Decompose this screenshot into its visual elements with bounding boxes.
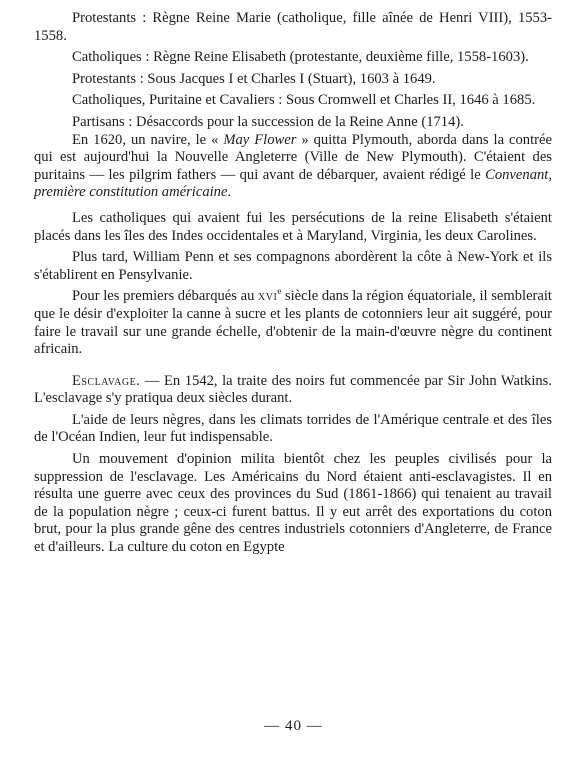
- paragraph-text: — En 1542, la traite des noirs fut commencée par Sir John Watkins. L'esclavage s'y pratiqua deux siècles durant.: [34, 372, 552, 407]
- century-numeral: xvi: [258, 288, 278, 305]
- paragraph-region-equatoriale: [34, 288, 552, 358]
- paragraph-catholiques-cromwell: [34, 92, 552, 110]
- paragraph-text: Partisans : Désaccords pour la succession de la Reine Anne (1714).: [72, 113, 464, 130]
- section-heading-esclavage: Esclavage.: [72, 372, 141, 389]
- covenant-title: Convenant, première constitution américaine: [34, 166, 552, 201]
- paragraph-partisans: [34, 114, 552, 132]
- paragraph-protestants-stuart: [34, 71, 552, 89]
- paragraph-catholiques-elisabeth: [34, 49, 552, 67]
- page-number: — 40 —: [264, 718, 323, 734]
- paragraph-text: Protestants : Règne Reine Marie (catholique, fille aînée de Henri VIII), 1553-1558.: [34, 10, 552, 44]
- paragraph-protestants-marie: [34, 10, 552, 45]
- paragraph-text: Les catholiques qui avaient fui les persécutions de la reine Elisabeth s'étaient placés dans les îles des Indes occidentales et à Maryland, Virginia, les deux Carolines.: [34, 209, 552, 244]
- paragraph-esclavage: [34, 373, 552, 408]
- paragraph-text: Catholiques : Règne Reine Elisabeth (protestante, deuxième fille, 1558-1603).: [72, 49, 529, 66]
- paragraph-text: L'aide de leurs nègres, dans les climats torrides de l'Amérique centrale et des îles de l'Océan Indien, leur fut indispensable.: [34, 411, 552, 446]
- paragraph-text: Pour les premiers débarqués au: [72, 288, 259, 305]
- paragraph-text: Plus tard, William Penn et ses compagnons abordèrent la côte à New-York et ils s'établirent en Pensylvanie.: [34, 249, 552, 283]
- paragraph-william-penn: [34, 249, 552, 284]
- paragraph-aide-negres: [34, 412, 552, 447]
- paragraph-text: siècle dans la région équatoriale, il semblerait que le désir d'exploiter la canne à sucre et les plants de cotonniers leur ait suggéré, pour faire le travail sur une grande échelle, d'obtenir de la main-d'œuvre nègre du continent africain.: [34, 288, 552, 358]
- paragraph-text: .: [227, 184, 232, 201]
- paragraph-text: En 1620, un navire, le «: [72, 131, 224, 148]
- paragraph-text: Un mouvement d'opinion milita bientôt chez les peuples civilisés pour la suppression de l'esclavage. Les Américains du Nord étaient anti-esclavagistes. Il en résulta une guerre avec ceux des provinces du Sud (1861-1866) qui tenaient au travail de la population nègre ; ceux-ci furent battus. Il y eut arrêt des exportations du coton brut, pour la plus grande gêne des centres industriels cotonniers d'Angleterre, de France et d'ailleurs. La culture du coton en Egypte: [34, 451, 552, 556]
- page-body: [34, 10, 552, 557]
- paragraph-text: » quitta Plymouth, aborda dans la contrée qui est aujourd'hui la Nouvelle Angleterre (Ville de New Plymouth). C'étaient des puritains — les pilgrim fathers — qui avant de débarquer, avaient rédigé le: [34, 131, 552, 183]
- paragraph-text: Protestants : Sous Jacques I et Charles I (Stuart), 1603 à 1649.: [72, 70, 436, 87]
- ship-name: May Flower: [223, 131, 297, 148]
- paragraph-catholiques-indes: [34, 210, 552, 245]
- paragraph-may-flower: [34, 132, 552, 202]
- century-superscript: e: [277, 286, 282, 297]
- paragraph-mouvement-opinion: [34, 451, 552, 557]
- paragraph-text: Catholiques, Puritaine et Cavaliers : Sous Cromwell et Charles II, 1646 à 1685.: [72, 92, 536, 109]
